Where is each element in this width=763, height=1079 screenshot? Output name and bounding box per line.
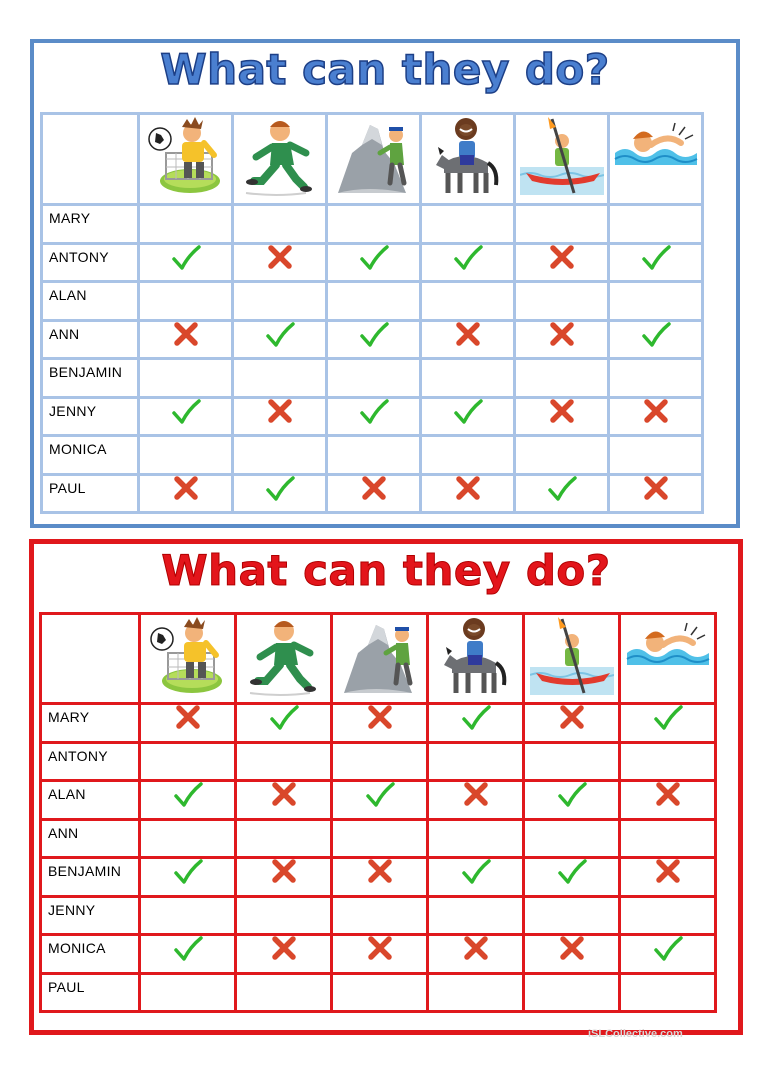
- answer-cell[interactable]: [609, 436, 703, 475]
- check-mark-icon: [422, 399, 513, 425]
- cross-mark-icon: [422, 322, 513, 346]
- activity-header-cell: [515, 114, 609, 205]
- answer-cell[interactable]: [524, 973, 620, 1012]
- answer-cell[interactable]: [140, 896, 236, 935]
- child-name: BENJAMIN: [42, 359, 139, 398]
- answer-cell[interactable]: [327, 397, 421, 436]
- answer-cell[interactable]: [421, 359, 515, 398]
- top-activity-table: [40, 112, 704, 514]
- answer-cell[interactable]: [524, 781, 620, 820]
- mountain-climbing-icon: [333, 615, 426, 699]
- answer-cell[interactable]: [140, 742, 236, 781]
- cross-mark-icon: [333, 705, 426, 729]
- table-row: [42, 282, 703, 321]
- answer-cell[interactable]: [620, 704, 716, 743]
- activity-header-cell: [233, 114, 327, 205]
- horse-riding-icon: [429, 615, 522, 699]
- cross-mark-icon: [516, 399, 607, 423]
- activity-header-cell: [327, 114, 421, 205]
- cross-mark-icon: [621, 859, 714, 883]
- answer-cell[interactable]: [332, 896, 428, 935]
- canoeing-icon: [525, 615, 618, 695]
- table-row: [42, 205, 703, 244]
- answer-cell[interactable]: [620, 935, 716, 974]
- corner-cell: [41, 614, 140, 704]
- check-mark-icon: [141, 936, 234, 962]
- check-mark-icon: [328, 322, 419, 348]
- answer-cell[interactable]: [524, 742, 620, 781]
- cross-mark-icon: [429, 936, 522, 960]
- answer-cell[interactable]: [233, 205, 327, 244]
- cross-mark-icon: [237, 782, 330, 806]
- cross-mark-icon: [333, 859, 426, 883]
- cross-mark-icon: [429, 782, 522, 806]
- activity-header-cell: [236, 614, 332, 704]
- answer-cell[interactable]: [327, 320, 421, 359]
- watermark: iSLCollective.com: [588, 1028, 683, 1040]
- check-mark-icon: [328, 399, 419, 425]
- answer-cell[interactable]: [140, 973, 236, 1012]
- answer-cell[interactable]: [139, 474, 233, 513]
- child-name: ANTONY: [42, 243, 139, 282]
- cross-mark-icon: [234, 399, 325, 423]
- answer-cell[interactable]: [421, 474, 515, 513]
- answer-cell[interactable]: [236, 704, 332, 743]
- check-mark-icon: [525, 782, 618, 808]
- answer-cell[interactable]: [609, 320, 703, 359]
- activity-header-cell: [139, 114, 233, 205]
- cross-mark-icon: [610, 399, 701, 423]
- answer-cell[interactable]: [609, 359, 703, 398]
- table-row: [42, 243, 703, 282]
- answer-cell[interactable]: [140, 819, 236, 858]
- check-mark-icon: [237, 705, 330, 731]
- activity-header-cell: [609, 114, 703, 205]
- check-mark-icon: [610, 322, 701, 348]
- table-row: [41, 858, 716, 897]
- answer-cell[interactable]: [524, 819, 620, 858]
- table-row: [42, 320, 703, 359]
- answer-cell[interactable]: [609, 243, 703, 282]
- check-mark-icon: [516, 476, 607, 502]
- answer-cell[interactable]: [428, 704, 524, 743]
- answer-cell[interactable]: [140, 781, 236, 820]
- answer-cell[interactable]: [139, 359, 233, 398]
- answer-cell[interactable]: [428, 819, 524, 858]
- mountain-climbing-icon: [328, 115, 419, 199]
- cross-mark-icon: [237, 859, 330, 883]
- answer-cell[interactable]: [421, 397, 515, 436]
- answer-cell[interactable]: [332, 704, 428, 743]
- check-mark-icon: [141, 782, 234, 808]
- soccer-goalkeeper-icon: [141, 615, 234, 697]
- header-row: [41, 614, 716, 704]
- cross-mark-icon: [525, 705, 618, 729]
- table-row: [41, 742, 716, 781]
- answer-cell[interactable]: [140, 858, 236, 897]
- activity-header-cell: [428, 614, 524, 704]
- answer-cell[interactable]: [609, 397, 703, 436]
- child-name: MONICA: [41, 935, 140, 974]
- check-mark-icon: [621, 705, 714, 731]
- answer-cell[interactable]: [609, 474, 703, 513]
- answer-cell[interactable]: [421, 282, 515, 321]
- answer-cell[interactable]: [327, 436, 421, 475]
- answer-cell[interactable]: [327, 282, 421, 321]
- answer-cell[interactable]: [620, 896, 716, 935]
- check-mark-icon: [140, 399, 231, 425]
- answer-cell[interactable]: [620, 973, 716, 1012]
- answer-cell[interactable]: [428, 781, 524, 820]
- check-mark-icon: [422, 245, 513, 271]
- check-mark-icon: [621, 936, 714, 962]
- answer-cell[interactable]: [233, 359, 327, 398]
- child-name: ALAN: [41, 781, 140, 820]
- answer-cell[interactable]: [140, 704, 236, 743]
- check-mark-icon: [141, 859, 234, 885]
- cross-mark-icon: [333, 936, 426, 960]
- table-row: [41, 781, 716, 820]
- check-mark-icon: [328, 245, 419, 271]
- bottom-activity-table: [39, 612, 717, 1013]
- activity-header-cell: [421, 114, 515, 205]
- answer-cell[interactable]: [428, 742, 524, 781]
- child-name: MARY: [42, 205, 139, 244]
- answer-cell[interactable]: [233, 243, 327, 282]
- cross-mark-icon: [516, 245, 607, 269]
- answer-cell[interactable]: [236, 781, 332, 820]
- answer-cell[interactable]: [140, 935, 236, 974]
- check-mark-icon: [234, 322, 325, 348]
- child-name: PAUL: [42, 474, 139, 513]
- check-mark-icon: [525, 859, 618, 885]
- cross-mark-icon: [237, 936, 330, 960]
- table-row: [41, 935, 716, 974]
- child-name: ANN: [41, 819, 140, 858]
- activity-header-cell: [524, 614, 620, 704]
- bottom-worksheet-title: What can they do?: [161, 546, 611, 595]
- running-boy-icon: [234, 115, 325, 197]
- answer-cell[interactable]: [139, 397, 233, 436]
- child-name: ANTONY: [41, 742, 140, 781]
- answer-cell[interactable]: [327, 243, 421, 282]
- answer-cell[interactable]: [233, 282, 327, 321]
- child-name: ANN: [42, 320, 139, 359]
- answer-cell[interactable]: [421, 436, 515, 475]
- bottom-worksheet-panel: [29, 539, 743, 1035]
- check-mark-icon: [610, 245, 701, 271]
- answer-cell[interactable]: [139, 282, 233, 321]
- check-mark-icon: [429, 859, 522, 885]
- cross-mark-icon: [140, 322, 231, 346]
- answer-cell[interactable]: [421, 243, 515, 282]
- answer-cell[interactable]: [428, 896, 524, 935]
- answer-cell[interactable]: [139, 205, 233, 244]
- table-row: [42, 359, 703, 398]
- cross-mark-icon: [516, 322, 607, 346]
- answer-cell[interactable]: [515, 205, 609, 244]
- top-worksheet-title: What can they do?: [160, 45, 610, 94]
- answer-cell[interactable]: [620, 781, 716, 820]
- answer-cell[interactable]: [515, 243, 609, 282]
- activity-header-cell: [140, 614, 236, 704]
- answer-cell[interactable]: [236, 858, 332, 897]
- table-row: [41, 819, 716, 858]
- running-boy-icon: [237, 615, 330, 697]
- cross-mark-icon: [234, 245, 325, 269]
- answer-cell[interactable]: [515, 320, 609, 359]
- cross-mark-icon: [525, 936, 618, 960]
- cross-mark-icon: [141, 705, 234, 729]
- answer-cell[interactable]: [139, 320, 233, 359]
- table-row: [41, 973, 716, 1012]
- table-row: [42, 474, 703, 513]
- corner-cell: [42, 114, 139, 205]
- answer-cell[interactable]: [428, 935, 524, 974]
- swimming-icon: [621, 615, 714, 675]
- table-row: [41, 704, 716, 743]
- table-row: [42, 436, 703, 475]
- horse-riding-icon: [422, 115, 513, 199]
- answer-cell[interactable]: [524, 896, 620, 935]
- answer-cell[interactable]: [332, 973, 428, 1012]
- canoeing-icon: [516, 115, 607, 195]
- answer-cell[interactable]: [524, 704, 620, 743]
- answer-cell[interactable]: [327, 474, 421, 513]
- answer-cell[interactable]: [233, 320, 327, 359]
- child-name: MARY: [41, 704, 140, 743]
- check-mark-icon: [140, 245, 231, 271]
- cross-mark-icon: [328, 476, 419, 500]
- answer-cell[interactable]: [609, 205, 703, 244]
- activity-header-cell: [332, 614, 428, 704]
- answer-cell[interactable]: [327, 205, 421, 244]
- answer-cell[interactable]: [609, 282, 703, 321]
- child-name: PAUL: [41, 973, 140, 1012]
- table-row: [41, 896, 716, 935]
- answer-cell[interactable]: [515, 282, 609, 321]
- answer-cell[interactable]: [524, 858, 620, 897]
- header-row: [42, 114, 703, 205]
- child-name: ALAN: [42, 282, 139, 321]
- check-mark-icon: [234, 476, 325, 502]
- answer-cell[interactable]: [139, 243, 233, 282]
- answer-cell[interactable]: [421, 320, 515, 359]
- answer-cell[interactable]: [332, 858, 428, 897]
- check-mark-icon: [333, 782, 426, 808]
- answer-cell[interactable]: [332, 935, 428, 974]
- answer-cell[interactable]: [515, 436, 609, 475]
- cross-mark-icon: [621, 782, 714, 806]
- answer-cell[interactable]: [620, 819, 716, 858]
- answer-cell[interactable]: [428, 858, 524, 897]
- answer-cell[interactable]: [236, 896, 332, 935]
- swimming-icon: [610, 115, 701, 175]
- answer-cell[interactable]: [515, 474, 609, 513]
- child-name: JENNY: [41, 896, 140, 935]
- answer-cell[interactable]: [233, 436, 327, 475]
- answer-cell[interactable]: [236, 935, 332, 974]
- answer-cell[interactable]: [236, 973, 332, 1012]
- check-mark-icon: [429, 705, 522, 731]
- answer-cell[interactable]: [515, 397, 609, 436]
- answer-cell[interactable]: [332, 781, 428, 820]
- top-worksheet-panel: [30, 39, 740, 528]
- answer-cell[interactable]: [332, 819, 428, 858]
- answer-cell[interactable]: [332, 742, 428, 781]
- answer-cell[interactable]: [428, 973, 524, 1012]
- child-name: MONICA: [42, 436, 139, 475]
- answer-cell[interactable]: [236, 819, 332, 858]
- answer-cell[interactable]: [515, 359, 609, 398]
- table-row: [42, 397, 703, 436]
- answer-cell[interactable]: [233, 397, 327, 436]
- child-name: JENNY: [42, 397, 139, 436]
- answer-cell[interactable]: [421, 205, 515, 244]
- soccer-goalkeeper-icon: [140, 115, 231, 197]
- answer-cell[interactable]: [327, 359, 421, 398]
- answer-cell[interactable]: [524, 935, 620, 974]
- cross-mark-icon: [422, 476, 513, 500]
- cross-mark-icon: [610, 476, 701, 500]
- child-name: BENJAMIN: [41, 858, 140, 897]
- answer-cell[interactable]: [620, 742, 716, 781]
- answer-cell[interactable]: [236, 742, 332, 781]
- answer-cell[interactable]: [139, 436, 233, 475]
- activity-header-cell: [620, 614, 716, 704]
- answer-cell[interactable]: [620, 858, 716, 897]
- answer-cell[interactable]: [233, 474, 327, 513]
- cross-mark-icon: [140, 476, 231, 500]
